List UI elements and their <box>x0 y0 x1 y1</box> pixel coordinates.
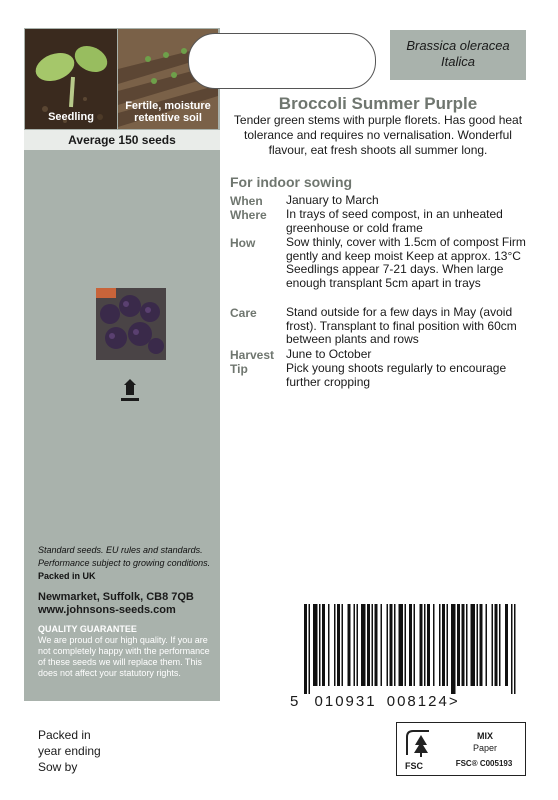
barcode-bar <box>462 604 465 686</box>
barcode-bar <box>447 604 449 686</box>
barcode-bar <box>414 604 416 686</box>
barcode-bar <box>342 604 344 686</box>
address-block <box>38 591 194 617</box>
row-text-where: In trays of seed compost, in an unheated greenhouse or cold frame <box>286 207 503 235</box>
barcode-digits <box>290 693 530 710</box>
barcode-bar <box>328 604 330 686</box>
row-label-where: Where <box>230 208 267 222</box>
barcode-bar <box>394 604 396 686</box>
row-text-tip: Pick young shoots regularly to encourage further cropping <box>286 361 507 389</box>
barcode-bar <box>495 604 498 686</box>
barcode-bar <box>442 604 445 686</box>
barcode-bar <box>511 604 513 694</box>
barcode-bar <box>466 604 468 686</box>
row-label-how: How <box>230 236 256 250</box>
fsc-label: FSC <box>405 761 423 771</box>
barcode-arrow: > <box>448 693 460 710</box>
fsc-logo <box>396 722 526 776</box>
barcode-bar <box>367 604 370 686</box>
barcode-bar <box>471 604 476 686</box>
barcode-bar <box>492 604 494 686</box>
packed-in-uk: Packed in UK <box>38 571 96 581</box>
row-label-care: Care <box>230 306 257 320</box>
barcode <box>304 604 518 699</box>
barcode-bar <box>409 604 412 686</box>
barcode-bar <box>372 604 374 686</box>
row-label-harvest: Harvest <box>230 348 275 362</box>
barcode-bar <box>313 604 318 686</box>
packed-info <box>38 727 101 775</box>
standard-seeds-note: Standard seeds. EU rules and standards. <box>38 545 203 555</box>
barcode-bar <box>451 604 456 694</box>
barcode-bar <box>357 604 359 686</box>
barcode-bar <box>439 604 441 686</box>
barcode-bar <box>361 604 366 686</box>
label-oval <box>188 33 376 89</box>
barcode-bar <box>427 604 430 686</box>
barcode-bar <box>424 604 426 686</box>
barcode-digit-first: 5 <box>290 693 301 710</box>
row-text-care: Stand outside for a few days in May (avoid frost). Transplant to final position with 60cm between plants and rows <box>286 305 517 346</box>
barcode-bar <box>399 604 404 686</box>
johnsons-logo <box>118 377 142 403</box>
soil-caption: Fertile, moisture retentive soil <box>125 100 211 124</box>
barcode-bar <box>420 604 423 686</box>
barcode-bar <box>477 604 479 686</box>
barcode-bar <box>348 604 351 686</box>
row-text-how: Sow thinly, cover with 1.5cm of compost Firm gently and keep moist Keep at approx. 13°C Seedlings appear 7-21 days. When large enough transplant 5cm apart in trays <box>286 235 526 290</box>
guarantee-text: We are proud of our high quality. If you are not completely happy with the performance of these seeds we will replace them. This does not affect your statutory rights. <box>38 635 210 678</box>
broccoli-photo <box>96 288 166 360</box>
barcode-bar <box>319 604 321 686</box>
barcode-bar <box>309 604 311 694</box>
fsc-paper: Paper <box>472 743 498 753</box>
barcode-bar <box>375 604 378 686</box>
barcode-bar <box>381 604 383 686</box>
year-ending-label: year ending <box>38 744 101 758</box>
barcode-bar <box>486 604 488 686</box>
product-description: Tender green stems with purple florets. Has good heat tolerance and requires no vernalisation. Wonderful flavour, eat fresh shoots all summer long. <box>233 113 523 157</box>
latin-name-box <box>390 30 526 80</box>
barcode-bar <box>514 604 516 694</box>
barcode-bar <box>499 604 501 686</box>
fsc-code: FSC® C005193 <box>455 759 513 768</box>
website-link[interactable]: www.johnsons-seeds.com <box>38 604 176 616</box>
barcode-bar <box>304 604 307 694</box>
row-label-tip: Tip <box>230 362 248 376</box>
barcode-bar <box>322 604 325 686</box>
fsc-mix: MIX <box>476 731 493 741</box>
barcode-digits-left: 010931 <box>314 693 377 710</box>
quality-guarantee <box>38 624 218 679</box>
fsc-tree-icon <box>403 727 439 759</box>
performance-note: Performance subject to growing conditions. <box>38 558 211 568</box>
barcode-bar <box>354 604 356 686</box>
barcode-bar <box>457 604 460 686</box>
sow-by-label: Sow by <box>38 760 78 774</box>
latin-name-line1: Brassica oleracea <box>406 38 510 53</box>
seedling-photo <box>25 29 117 129</box>
product-title: Broccoli Summer Purple <box>278 94 478 113</box>
latin-name-line2: Italica <box>441 54 475 69</box>
barcode-bar <box>505 604 508 686</box>
barcode-bar <box>334 604 336 686</box>
row-label-when: When <box>230 194 263 208</box>
barcode-bar <box>433 604 435 686</box>
packed-in-label: Packed in <box>38 728 91 742</box>
barcode-bar <box>337 604 340 686</box>
seed-count: Average 150 seeds <box>24 130 220 150</box>
barcode-bar <box>480 604 483 686</box>
seedling-caption: Seedling <box>48 111 94 123</box>
guarantee-title: QUALITY GUARANTEE <box>38 624 137 634</box>
address-line: Newmarket, Suffolk, CB8 7QB <box>38 591 194 603</box>
barcode-bar <box>405 604 407 686</box>
section-title: For indoor sowing <box>230 174 353 190</box>
barcode-bar <box>387 604 389 686</box>
barcode-bar <box>390 604 393 686</box>
row-text-when: January to March <box>286 193 379 207</box>
barcode-digits-right: 008124 <box>386 693 449 710</box>
row-text-harvest: June to October <box>286 347 372 361</box>
